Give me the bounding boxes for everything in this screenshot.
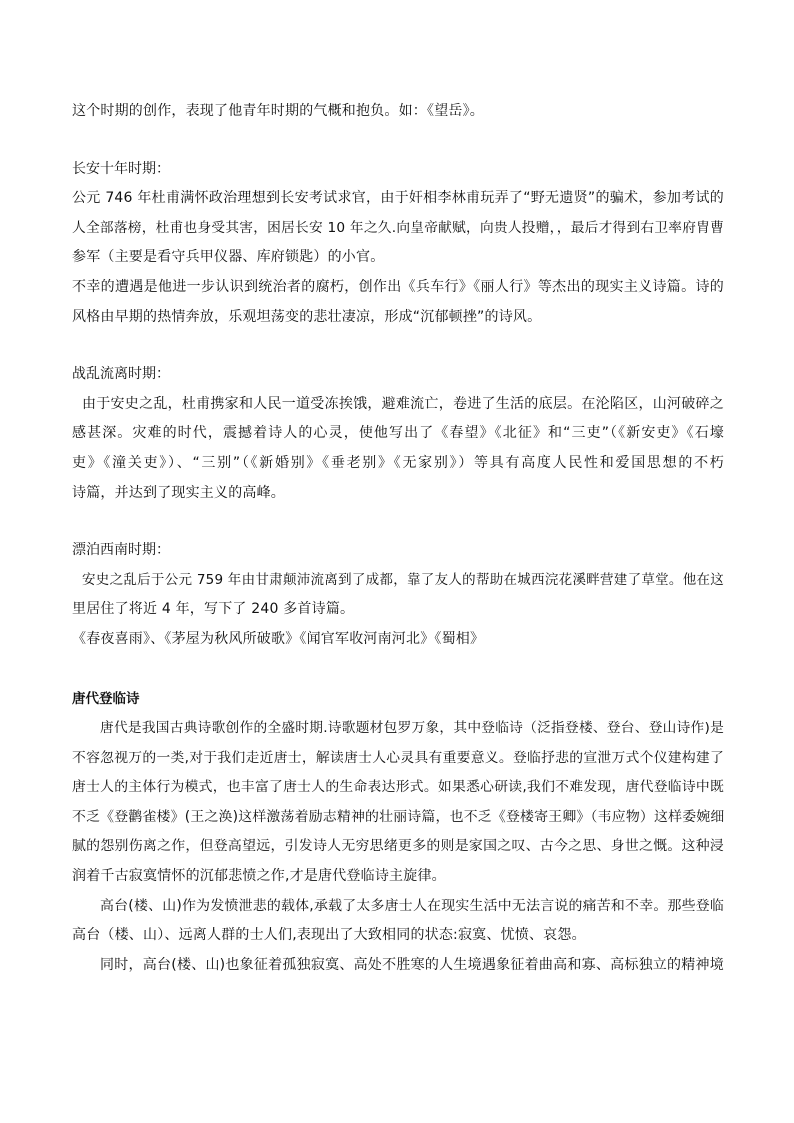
section-heading-zhanluan: 战乱流离时期： xyxy=(72,366,170,383)
paragraph-line: 公元 746 年杜甫满怀政治理想到长安考试求官，由于奸相李林甫玩弄了“野无遗贤”的骗术，参加考试的 xyxy=(72,190,724,207)
section-body-zhanluan xyxy=(72,390,724,508)
paragraph-line: 参军（主要是看守兵甲仪器、库府锁匙）的小官。 xyxy=(72,249,385,266)
paragraph-line: 高台（楼、山）、远离人群的士人们,表现出了大致相同的状态:寂寞、忧愤、哀怨。 xyxy=(72,927,586,944)
paragraph-line: 唐代是我国古典诗歌创作的全盛时期.诗歌题材包罗万象，其中登临诗（泛指登楼、登台、登山诗作)是 xyxy=(100,720,724,737)
section-body-piaobo xyxy=(72,566,724,655)
document-page xyxy=(72,97,724,980)
paragraph-line: 不容忽视万的一类,对于我们走近唐士，解读唐士人心灵具有重要意义。登临抒悲的宣泄万式个仪建构建了 xyxy=(72,749,724,766)
paragraph-line: 人全部落榜，杜甫也身受其害，困居长安 10 年之久.向皇帝献赋，向贵人投赠，，最后才得到右卫率府胄曹 xyxy=(72,219,724,236)
spacer xyxy=(72,127,724,155)
paragraph-line: 风格由早期的热情奔放，乐观坦荡变的悲壮凄凉，形成“沉郁顿挫”的诗风。 xyxy=(72,308,542,325)
paragraph-line: 高台(楼、山)作为发愤泄悲的载体,承载了太多唐士人在现实生活中无法言说的痛苦和不幸。那些登临 xyxy=(100,897,724,914)
paragraph-line: 不幸的遭遇是他进一步认识到统治者的腐朽，创作出《兵车行》《丽人行》等杰出的现实主义诗篇。诗的 xyxy=(72,278,724,295)
paragraph-line: 里居住了将近 4 年，写下了 240 多首诗篇。 xyxy=(72,601,355,618)
paragraph-line: 吏》《潼关吏》）、“三别”（《新婚别》《垂老别》《无家别》）等具有高度人民性和爱国思想的不朽 xyxy=(72,454,724,471)
section-heading-denglin: 唐代登临诗 xyxy=(72,690,140,707)
spacer xyxy=(72,508,724,536)
section-heading-piaobo: 漂泊西南时期： xyxy=(72,542,170,559)
paragraph-line: 诗篇，并达到了现实主义的高峰。 xyxy=(72,484,285,501)
paragraph-line: 润着千古寂寞情怀的沉郁悲愤之作,才是唐代登临诗主旋律。 xyxy=(72,868,446,885)
paragraph-line: 不乏《登鹳雀楼》(王之涣)这样激荡着励志精神的壮丽诗篇，也不乏《登楼寄王卿》（韦应物）这样委婉细 xyxy=(72,808,725,825)
spacer xyxy=(72,332,724,360)
paragraph-line: 感甚深。灾难的时代，震撼着诗人的心灵，使他写出了《春望》《北征》和“三吏”（《新安吏》《石壕 xyxy=(72,425,724,442)
paragraph-line: 安史之乱后于公元 759 年由甘肃颠沛流离到了成都，靠了友人的帮助在城西浣花溪畔营建了草堂。他在这 xyxy=(82,571,724,588)
paragraph-line: 腻的怨别伤离之作，但登高望远，引发诗人无穷思绪更多的则是家国之叹、古今之思、身世之慨。这种浸 xyxy=(72,838,724,855)
section-body-changan xyxy=(72,184,724,332)
section-body-denglin xyxy=(72,714,724,980)
paragraph-line: 由于安史之乱，杜甫携家和人民一道受冻挨饿，避难流亡，卷进了生活的底层。在沦陷区，山河破碎之 xyxy=(82,395,724,412)
paragraph-line: 《春夜喜雨》、《茅屋为秋风所破歌》《闻官军收河南河北》《蜀相》 xyxy=(72,630,485,647)
spacer xyxy=(72,655,724,685)
paragraph-line: 同时，高台(楼、山)也象征着孤独寂寞、高处不胜寒的人生境遇象征着曲高和寡、高标独立的精神境 xyxy=(100,956,724,973)
intro-paragraph: 这个时期的创作，表现了他青年时期的气概和抱负。如：《望岳》。 xyxy=(72,103,484,119)
paragraph-line: 唐士人的主体行为模式，也丰富了唐士人的生命表达形式。如果悉心研读,我们不难发现，唐代登临诗中既 xyxy=(72,779,724,796)
section-heading-changan: 长安十年时期： xyxy=(72,160,170,177)
